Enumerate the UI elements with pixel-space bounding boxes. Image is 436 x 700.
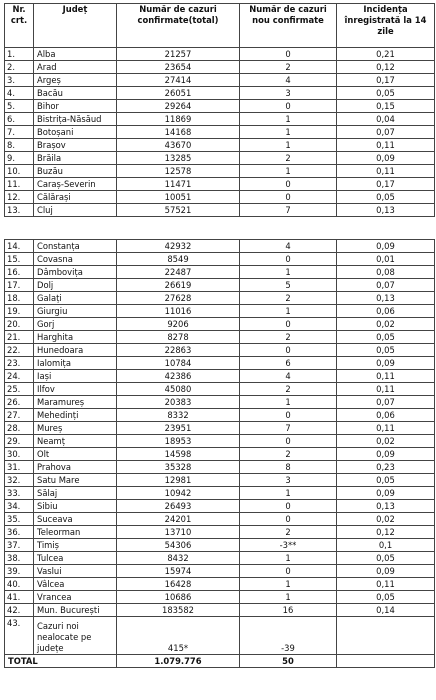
table-row bbox=[5, 409, 435, 422]
row-nr: 30. bbox=[5, 448, 34, 461]
row-new-confirmed: 0 bbox=[240, 409, 337, 422]
row-confirmed-total: 14598 bbox=[117, 448, 240, 461]
table-row bbox=[5, 370, 435, 383]
row-judet: Dolj bbox=[34, 279, 117, 292]
row-new-confirmed: 0 bbox=[240, 513, 337, 526]
row-judet: Olt bbox=[34, 448, 117, 461]
row-confirmed-total: 42386 bbox=[117, 370, 240, 383]
row-judet: Mehedinți bbox=[34, 409, 117, 422]
row-confirmed-total: 29264 bbox=[117, 100, 240, 113]
row-incidence: 0,14 bbox=[337, 604, 435, 617]
row-confirmed-total: 13285 bbox=[117, 152, 240, 165]
row-incidence: 0,12 bbox=[337, 61, 435, 74]
unallocated-new: -39 bbox=[240, 617, 337, 655]
row-incidence: 0,09 bbox=[337, 357, 435, 370]
unallocated-nr: 43. bbox=[5, 617, 34, 655]
row-nr: 3. bbox=[5, 74, 34, 87]
row-nr: 33. bbox=[5, 487, 34, 500]
row-new-confirmed: 1 bbox=[240, 113, 337, 126]
row-judet: Vâlcea bbox=[34, 578, 117, 591]
row-judet: Prahova bbox=[34, 461, 117, 474]
table-row bbox=[5, 565, 435, 578]
total-incidence bbox=[337, 655, 435, 668]
row-incidence: 0,11 bbox=[337, 139, 435, 152]
table-row bbox=[5, 604, 435, 617]
row-new-confirmed: 1 bbox=[240, 165, 337, 178]
row-incidence: 0,07 bbox=[337, 396, 435, 409]
total-label: TOTAL bbox=[5, 655, 117, 668]
row-judet: Teleorman bbox=[34, 526, 117, 539]
row-confirmed-total: 27628 bbox=[117, 292, 240, 305]
table-row bbox=[5, 344, 435, 357]
row-nr: 20. bbox=[5, 318, 34, 331]
table-row bbox=[5, 422, 435, 435]
row-confirmed-total: 23951 bbox=[117, 422, 240, 435]
row-nr: 28. bbox=[5, 422, 34, 435]
row-incidence: 0,09 bbox=[337, 565, 435, 578]
row-nr: 38. bbox=[5, 552, 34, 565]
row-nr: 25. bbox=[5, 383, 34, 396]
row-new-confirmed: 0 bbox=[240, 48, 337, 61]
row-nr: 21. bbox=[5, 331, 34, 344]
row-new-confirmed: 1 bbox=[240, 126, 337, 139]
row-judet: Caraș-Severin bbox=[34, 178, 117, 191]
table-row bbox=[5, 578, 435, 591]
row-confirmed-total: 11869 bbox=[117, 113, 240, 126]
row-new-confirmed: 0 bbox=[240, 100, 337, 113]
row-judet: Călărași bbox=[34, 191, 117, 204]
row-judet: Constanța bbox=[34, 240, 117, 253]
row-confirmed-total: 12578 bbox=[117, 165, 240, 178]
row-nr: 16. bbox=[5, 266, 34, 279]
row-confirmed-total: 54306 bbox=[117, 539, 240, 552]
row-nr: 32. bbox=[5, 474, 34, 487]
covid-table-part1 bbox=[4, 3, 435, 217]
row-new-confirmed: -3** bbox=[240, 539, 337, 552]
row-incidence: 0,13 bbox=[337, 204, 435, 217]
row-incidence: 0,13 bbox=[337, 500, 435, 513]
row-judet: Mureș bbox=[34, 422, 117, 435]
total-new: 50 bbox=[240, 655, 337, 668]
table-row bbox=[5, 318, 435, 331]
row-nr: 42. bbox=[5, 604, 34, 617]
row-judet: Botoșani bbox=[34, 126, 117, 139]
row-incidence: 0,11 bbox=[337, 165, 435, 178]
row-confirmed-total: 23654 bbox=[117, 61, 240, 74]
header-judet: Județ bbox=[34, 4, 117, 48]
row-confirmed-total: 26493 bbox=[117, 500, 240, 513]
row-judet: Gorj bbox=[34, 318, 117, 331]
row-nr: 1. bbox=[5, 48, 34, 61]
table-row bbox=[5, 87, 435, 100]
row-incidence: 0,23 bbox=[337, 461, 435, 474]
row-nr: 10. bbox=[5, 165, 34, 178]
row-new-confirmed: 1 bbox=[240, 139, 337, 152]
row-nr: 6. bbox=[5, 113, 34, 126]
row-judet: Arad bbox=[34, 61, 117, 74]
row-incidence: 0,05 bbox=[337, 87, 435, 100]
row-new-confirmed: 1 bbox=[240, 487, 337, 500]
row-confirmed-total: 11016 bbox=[117, 305, 240, 318]
row-incidence: 0,11 bbox=[337, 578, 435, 591]
row-nr: 29. bbox=[5, 435, 34, 448]
row-nr: 8. bbox=[5, 139, 34, 152]
row-nr: 17. bbox=[5, 279, 34, 292]
covid-table-part2 bbox=[4, 239, 435, 668]
row-judet: Brașov bbox=[34, 139, 117, 152]
table-row bbox=[5, 74, 435, 87]
row-nr: 40. bbox=[5, 578, 34, 591]
row-judet: Ialomița bbox=[34, 357, 117, 370]
row-nr: 12. bbox=[5, 191, 34, 204]
row-new-confirmed: 1 bbox=[240, 396, 337, 409]
row-nr: 24. bbox=[5, 370, 34, 383]
row-judet: Sibiu bbox=[34, 500, 117, 513]
row-nr: 4. bbox=[5, 87, 34, 100]
row-incidence: 0,02 bbox=[337, 318, 435, 331]
row-confirmed-total: 26051 bbox=[117, 87, 240, 100]
row-new-confirmed: 2 bbox=[240, 61, 337, 74]
row-incidence: 0,09 bbox=[337, 448, 435, 461]
row-nr: 36. bbox=[5, 526, 34, 539]
row-confirmed-total: 183582 bbox=[117, 604, 240, 617]
table-row bbox=[5, 526, 435, 539]
row-confirmed-total: 8432 bbox=[117, 552, 240, 565]
row-nr: 15. bbox=[5, 253, 34, 266]
table-row bbox=[5, 139, 435, 152]
row-confirmed-total: 35328 bbox=[117, 461, 240, 474]
row-incidence: 0,17 bbox=[337, 74, 435, 87]
row-judet: Vrancea bbox=[34, 591, 117, 604]
row-confirmed-total: 11471 bbox=[117, 178, 240, 191]
table-row bbox=[5, 383, 435, 396]
table-row bbox=[5, 165, 435, 178]
row-new-confirmed: 0 bbox=[240, 344, 337, 357]
row-incidence: 0,15 bbox=[337, 100, 435, 113]
row-incidence: 0,09 bbox=[337, 152, 435, 165]
row-judet: Maramureș bbox=[34, 396, 117, 409]
row-incidence: 0,06 bbox=[337, 305, 435, 318]
row-incidence: 0,05 bbox=[337, 552, 435, 565]
row-incidence: 0,06 bbox=[337, 409, 435, 422]
row-nr: 5. bbox=[5, 100, 34, 113]
table-row bbox=[5, 152, 435, 165]
row-new-confirmed: 1 bbox=[240, 578, 337, 591]
row-confirmed-total: 57521 bbox=[117, 204, 240, 217]
row-incidence: 0,12 bbox=[337, 526, 435, 539]
row-incidence: 0,21 bbox=[337, 48, 435, 61]
row-judet: Tulcea bbox=[34, 552, 117, 565]
row-incidence: 0,08 bbox=[337, 266, 435, 279]
table-row bbox=[5, 396, 435, 409]
row-judet: Argeș bbox=[34, 74, 117, 87]
row-new-confirmed: 1 bbox=[240, 552, 337, 565]
row-new-confirmed: 3 bbox=[240, 474, 337, 487]
row-judet: Hunedoara bbox=[34, 344, 117, 357]
row-nr: 34. bbox=[5, 500, 34, 513]
row-judet: Cluj bbox=[34, 204, 117, 217]
header-confirmed-total: Număr de cazuri confirmate(total) bbox=[117, 4, 240, 48]
row-nr: 9. bbox=[5, 152, 34, 165]
table-row bbox=[5, 435, 435, 448]
row-new-confirmed: 1 bbox=[240, 305, 337, 318]
row-nr: 37. bbox=[5, 539, 34, 552]
row-incidence: 0,11 bbox=[337, 383, 435, 396]
row-nr: 35. bbox=[5, 513, 34, 526]
header-nr: Nr. crt. bbox=[5, 4, 34, 48]
row-nr: 13. bbox=[5, 204, 34, 217]
row-judet: Bistrița-Năsăud bbox=[34, 113, 117, 126]
row-incidence: 0,07 bbox=[337, 126, 435, 139]
row-new-confirmed: 0 bbox=[240, 318, 337, 331]
row-new-confirmed: 16 bbox=[240, 604, 337, 617]
row-judet: Sălaj bbox=[34, 487, 117, 500]
table-row bbox=[5, 279, 435, 292]
row-judet: Bihor bbox=[34, 100, 117, 113]
row-incidence: 0,05 bbox=[337, 474, 435, 487]
row-new-confirmed: 2 bbox=[240, 383, 337, 396]
row-nr: 19. bbox=[5, 305, 34, 318]
row-nr: 22. bbox=[5, 344, 34, 357]
row-judet: Ilfov bbox=[34, 383, 117, 396]
row-confirmed-total: 42932 bbox=[117, 240, 240, 253]
row-new-confirmed: 1 bbox=[240, 591, 337, 604]
row-nr: 23. bbox=[5, 357, 34, 370]
row-new-confirmed: 2 bbox=[240, 526, 337, 539]
row-confirmed-total: 10942 bbox=[117, 487, 240, 500]
row-confirmed-total: 15974 bbox=[117, 565, 240, 578]
row-new-confirmed: 0 bbox=[240, 435, 337, 448]
row-incidence: 0,07 bbox=[337, 279, 435, 292]
row-new-confirmed: 4 bbox=[240, 74, 337, 87]
row-new-confirmed: 0 bbox=[240, 178, 337, 191]
row-confirmed-total: 16428 bbox=[117, 578, 240, 591]
row-judet: Vaslui bbox=[34, 565, 117, 578]
row-incidence: 0,02 bbox=[337, 435, 435, 448]
row-confirmed-total: 43670 bbox=[117, 139, 240, 152]
row-new-confirmed: 0 bbox=[240, 565, 337, 578]
row-nr: 26. bbox=[5, 396, 34, 409]
row-new-confirmed: 3 bbox=[240, 87, 337, 100]
row-judet: Giurgiu bbox=[34, 305, 117, 318]
row-incidence: 0,02 bbox=[337, 513, 435, 526]
row-nr: 39. bbox=[5, 565, 34, 578]
row-new-confirmed: 0 bbox=[240, 500, 337, 513]
table-row bbox=[5, 61, 435, 74]
row-judet: Buzău bbox=[34, 165, 117, 178]
row-judet: Suceava bbox=[34, 513, 117, 526]
row-incidence: 0,13 bbox=[337, 292, 435, 305]
row-confirmed-total: 8549 bbox=[117, 253, 240, 266]
table-row bbox=[5, 204, 435, 217]
row-incidence: 0,09 bbox=[337, 240, 435, 253]
row-incidence: 0,04 bbox=[337, 113, 435, 126]
row-new-confirmed: 4 bbox=[240, 240, 337, 253]
row-new-confirmed: 1 bbox=[240, 266, 337, 279]
unallocated-total: 415* bbox=[117, 617, 240, 655]
row-confirmed-total: 24201 bbox=[117, 513, 240, 526]
row-incidence: 0,05 bbox=[337, 331, 435, 344]
unallocated-incidence bbox=[337, 617, 435, 655]
row-confirmed-total: 8278 bbox=[117, 331, 240, 344]
row-new-confirmed: 2 bbox=[240, 448, 337, 461]
row-incidence: 0,09 bbox=[337, 487, 435, 500]
table-row bbox=[5, 591, 435, 604]
row-confirmed-total: 22487 bbox=[117, 266, 240, 279]
row-judet: Harghita bbox=[34, 331, 117, 344]
row-nr: 2. bbox=[5, 61, 34, 74]
table-row bbox=[5, 48, 435, 61]
table-row bbox=[5, 126, 435, 139]
row-incidence: 0,05 bbox=[337, 344, 435, 357]
row-judet: Mun. București bbox=[34, 604, 117, 617]
total-row bbox=[5, 655, 435, 668]
row-judet: Brăila bbox=[34, 152, 117, 165]
row-nr: 11. bbox=[5, 178, 34, 191]
header-incidence: Incidența înregistrată la 14 zile bbox=[337, 4, 435, 48]
row-nr: 31. bbox=[5, 461, 34, 474]
row-confirmed-total: 22863 bbox=[117, 344, 240, 357]
table-row bbox=[5, 461, 435, 474]
row-new-confirmed: 7 bbox=[240, 204, 337, 217]
table-row bbox=[5, 266, 435, 279]
row-confirmed-total: 12981 bbox=[117, 474, 240, 487]
row-nr: 7. bbox=[5, 126, 34, 139]
table-row bbox=[5, 331, 435, 344]
row-judet: Alba bbox=[34, 48, 117, 61]
table-row bbox=[5, 113, 435, 126]
table-row bbox=[5, 552, 435, 565]
row-new-confirmed: 0 bbox=[240, 191, 337, 204]
row-confirmed-total: 10784 bbox=[117, 357, 240, 370]
total-confirmed: 1.079.776 bbox=[117, 655, 240, 668]
row-confirmed-total: 18953 bbox=[117, 435, 240, 448]
row-new-confirmed: 0 bbox=[240, 253, 337, 266]
row-judet: Bacău bbox=[34, 87, 117, 100]
table-break bbox=[0, 232, 436, 238]
row-confirmed-total: 8332 bbox=[117, 409, 240, 422]
row-judet: Iași bbox=[34, 370, 117, 383]
unallocated-row bbox=[5, 617, 435, 655]
table-row bbox=[5, 178, 435, 191]
table-row bbox=[5, 305, 435, 318]
row-incidence: 0,11 bbox=[337, 370, 435, 383]
row-confirmed-total: 9206 bbox=[117, 318, 240, 331]
row-nr: 41. bbox=[5, 591, 34, 604]
row-judet: Timiș bbox=[34, 539, 117, 552]
row-incidence: 0,05 bbox=[337, 191, 435, 204]
row-new-confirmed: 8 bbox=[240, 461, 337, 474]
row-nr: 14. bbox=[5, 240, 34, 253]
row-judet: Dâmbovița bbox=[34, 266, 117, 279]
row-confirmed-total: 10051 bbox=[117, 191, 240, 204]
row-confirmed-total: 20383 bbox=[117, 396, 240, 409]
table-row bbox=[5, 253, 435, 266]
row-confirmed-total: 26619 bbox=[117, 279, 240, 292]
table-row bbox=[5, 539, 435, 552]
row-new-confirmed: 4 bbox=[240, 370, 337, 383]
row-incidence: 0,1 bbox=[337, 539, 435, 552]
row-new-confirmed: 2 bbox=[240, 331, 337, 344]
table-row bbox=[5, 487, 435, 500]
table-row bbox=[5, 100, 435, 113]
header-new-confirmed: Număr de cazuri nou confirmate bbox=[240, 4, 337, 48]
unallocated-label: Cazuri noi nealocate pe județe bbox=[34, 617, 117, 655]
row-incidence: 0,17 bbox=[337, 178, 435, 191]
row-new-confirmed: 2 bbox=[240, 152, 337, 165]
table-row bbox=[5, 474, 435, 487]
row-confirmed-total: 14168 bbox=[117, 126, 240, 139]
row-new-confirmed: 6 bbox=[240, 357, 337, 370]
table-row bbox=[5, 357, 435, 370]
row-incidence: 0,11 bbox=[337, 422, 435, 435]
row-confirmed-total: 10686 bbox=[117, 591, 240, 604]
row-judet: Covasna bbox=[34, 253, 117, 266]
table-row bbox=[5, 191, 435, 204]
row-new-confirmed: 5 bbox=[240, 279, 337, 292]
row-confirmed-total: 45080 bbox=[117, 383, 240, 396]
row-judet: Galați bbox=[34, 292, 117, 305]
row-confirmed-total: 21257 bbox=[117, 48, 240, 61]
table-row bbox=[5, 240, 435, 253]
row-judet: Neamț bbox=[34, 435, 117, 448]
table-row bbox=[5, 500, 435, 513]
row-nr: 27. bbox=[5, 409, 34, 422]
table-row bbox=[5, 448, 435, 461]
row-incidence: 0,01 bbox=[337, 253, 435, 266]
table-row bbox=[5, 513, 435, 526]
row-confirmed-total: 27414 bbox=[117, 74, 240, 87]
row-nr: 18. bbox=[5, 292, 34, 305]
table-row bbox=[5, 292, 435, 305]
row-judet: Satu Mare bbox=[34, 474, 117, 487]
row-new-confirmed: 7 bbox=[240, 422, 337, 435]
row-new-confirmed: 2 bbox=[240, 292, 337, 305]
row-confirmed-total: 13710 bbox=[117, 526, 240, 539]
row-incidence: 0,05 bbox=[337, 591, 435, 604]
table-header-row bbox=[5, 4, 435, 48]
